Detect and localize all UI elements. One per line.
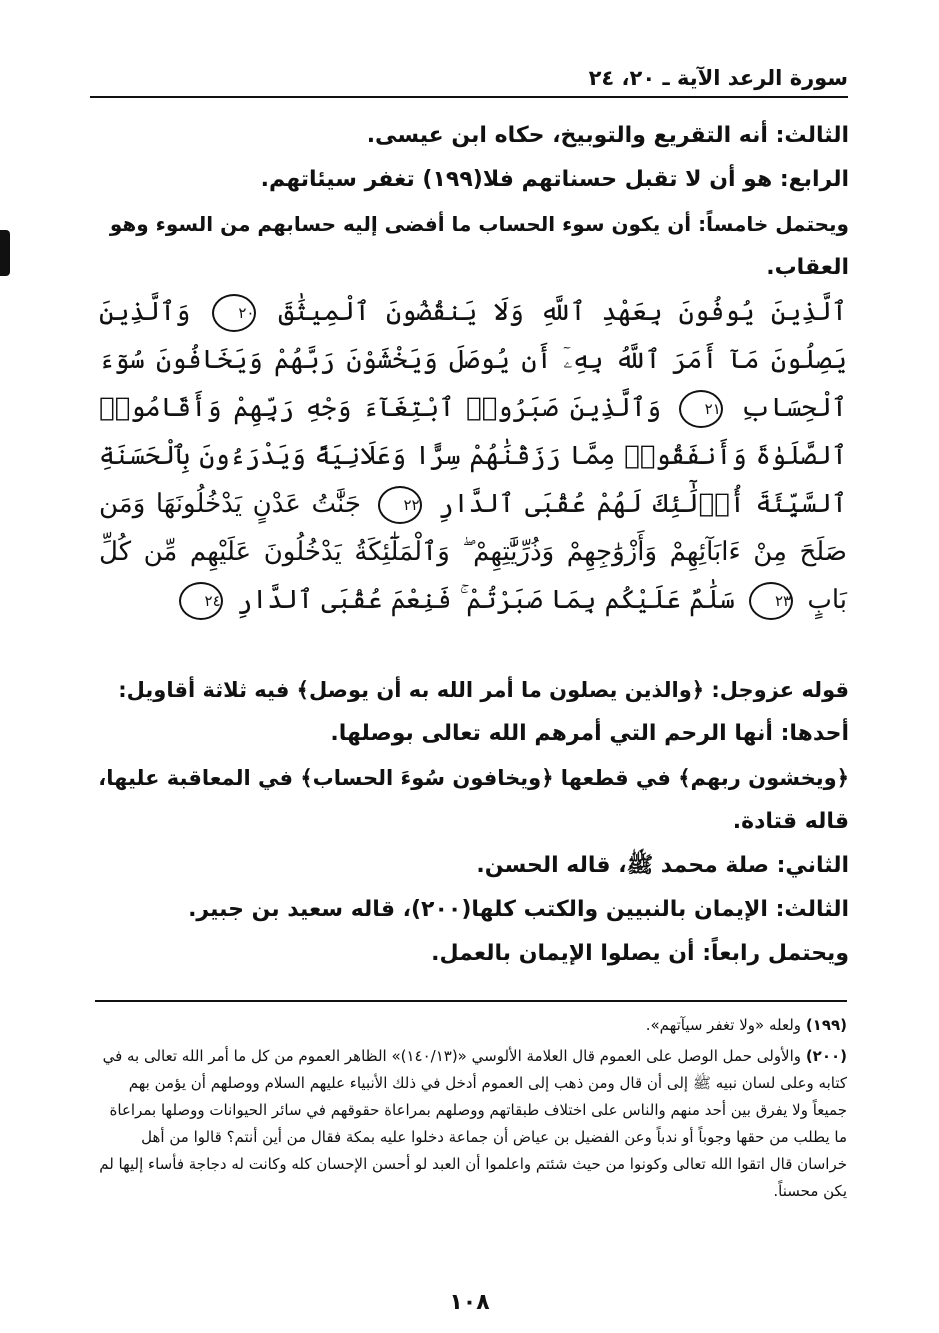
- ayah-text-21: وَٱلَّذِينَ يَصِلُونَ مَآ أَمَرَ ٱللَّهُ بِهِۦٓ أَن يُوصَلَ وَيَخْشَوْنَ رَبَّهُمْ وَيَخَافُونَ سُوٓءَ ٱلْحِسَابِ: [99, 297, 847, 423]
- commentary-line-2: أحدها: أنها الرحم التي أمرهم الله تعالى بوصلها.: [330, 721, 849, 746]
- footnote-number: (٢٠٠): [805, 1047, 847, 1065]
- ayah-number-marker: ٢٤: [179, 582, 223, 620]
- footnote-199: [95, 1012, 847, 1039]
- commentary-line-1: قوله عزوجل: ﴿والذين يصلون ما أمر الله به أن يوصل﴾ فيه ثلاثة أقاويل:: [118, 678, 849, 702]
- ayah-text-23: جَنَّٰتُ عَدْنٍ يَدْخُلُونَهَا وَمَن صَلَحَ مِنْ ءَابَآئِهِمْ وَأَزْوَٰجِهِمْ وَذُرِّيَّٰتِهِمْ ۖ وَٱلْمَلَٰٓئِكَةُ يَدْخُلُونَ عَلَيْهِم مِّن كُلِّ بَابٍ: [99, 489, 847, 615]
- opening-line-4: العقاب.: [766, 255, 849, 280]
- scan-edge-mark: [0, 230, 10, 276]
- quran-passage: [99, 288, 847, 624]
- footnote-separator: [95, 1000, 847, 1002]
- commentary-line-6: الثالث: الإيمان بالنبيين والكتب كلها(٢٠٠)، قاله سعيد بن جبير.: [188, 897, 849, 922]
- footnote-200: [95, 1043, 847, 1205]
- ayah-number-marker: ٢٠: [212, 294, 256, 332]
- ayah-number-marker: ٢٣: [749, 582, 793, 620]
- footnote-text: ولعله «ولا تغفر سيآتهم».: [645, 1016, 802, 1034]
- ayah-number-marker: ٢٢: [378, 486, 422, 524]
- opening-line-1: الثالث: أنه التقريع والتوبيخ، حكاه ابن عيسى.: [366, 123, 849, 148]
- opening-line-2: الرابع: هو أن لا تقبل حسناتهم فلا(١٩٩) تغفر سيئاتهم.: [260, 167, 849, 192]
- footnote-number: (١٩٩): [805, 1016, 847, 1034]
- commentary-line-7: ويحتمل رابعاً: أن يصلوا الإيمان بالعمل.: [431, 941, 849, 966]
- commentary-line-5: الثاني: صلة محمد ﷺ، قاله الحسن.: [476, 853, 849, 878]
- ayah-text-20: ٱلَّذِينَ يُوفُونَ بِعَهْدِ ٱللَّهِ وَلَا يَنقُضُونَ ٱلْمِيثَٰقَ: [278, 297, 848, 327]
- ayah-text-22: وَٱلَّذِينَ صَبَرُوا۟ ٱبْتِغَآءَ وَجْهِ رَبِّهِمْ وَأَقَامُوا۟ ٱلصَّلَوٰةَ وَأَنفَقُوا۟ مِمَّا رَزَقْنَٰهُمْ سِرًّا وَعَلَانِيَةً وَيَدْرَءُونَ بِٱلْحَسَنَةِ ٱلسَّيِّئَةَ أُو۟لَٰٓئِكَ لَهُمْ عُقْبَى ٱلدَّارِ: [99, 393, 848, 519]
- ayah-text-24: سَلَٰمٌ عَلَيْكُم بِمَا صَبَرْتُمْ ۚ فَنِعْمَ عُقْبَى ٱلدَّارِ: [236, 585, 735, 615]
- opening-line-3: ويحتمل خامساً: أن يكون سوء الحساب ما أفضى إليه حسابهم من السوء وهو: [109, 212, 849, 236]
- page-number: ١٠٨: [449, 1290, 490, 1315]
- footnote-text: والأولى حمل الوصل على العموم قال العلامة الألوسي «(١٤٠/١٣)» الظاهر العموم من كل ما أمر الله تعالى به في كتابه وعلى لسان نبيه ﷺ إلى أن قال ومن ذهب إلى العموم أدخل في ذلك الأنبياء عليهم السلام ووصلهم أن يؤمن بهم جميعاً ولا يفرق بين أحد منهم والناس على اختلاف طبقاتهم ووصلهم بمراعاة حقوقهم في سائر الحيوانات ووصلها بمراعاة ما يطلب من حقها وجوباً أو ندباً وعن الفضيل بن عياض أن جماعة دخلوا عليه بمكة فقال من أين أنتم؟ قالوا من أهل خراسان قال اتقوا الله تعالى وكونوا من حيث شئتم واعلموا أن العبد لو أحسن الإحسان كله وكانت له دجاجة فأساء إليها لم يكن محسناً.: [99, 1047, 847, 1200]
- commentary-line-4: قاله قتادة.: [732, 809, 849, 834]
- commentary-line-3: ﴿ويخشون ربهم﴾ في قطعها ﴿ويخافون سُوءَ الحساب﴾ في المعاقبة عليها،: [98, 766, 849, 790]
- ayah-number-marker: ٢١: [679, 390, 723, 428]
- running-header: [90, 60, 848, 98]
- header-title: سورة الرعد الآية ـ ٢٠، ٢٤: [588, 66, 848, 90]
